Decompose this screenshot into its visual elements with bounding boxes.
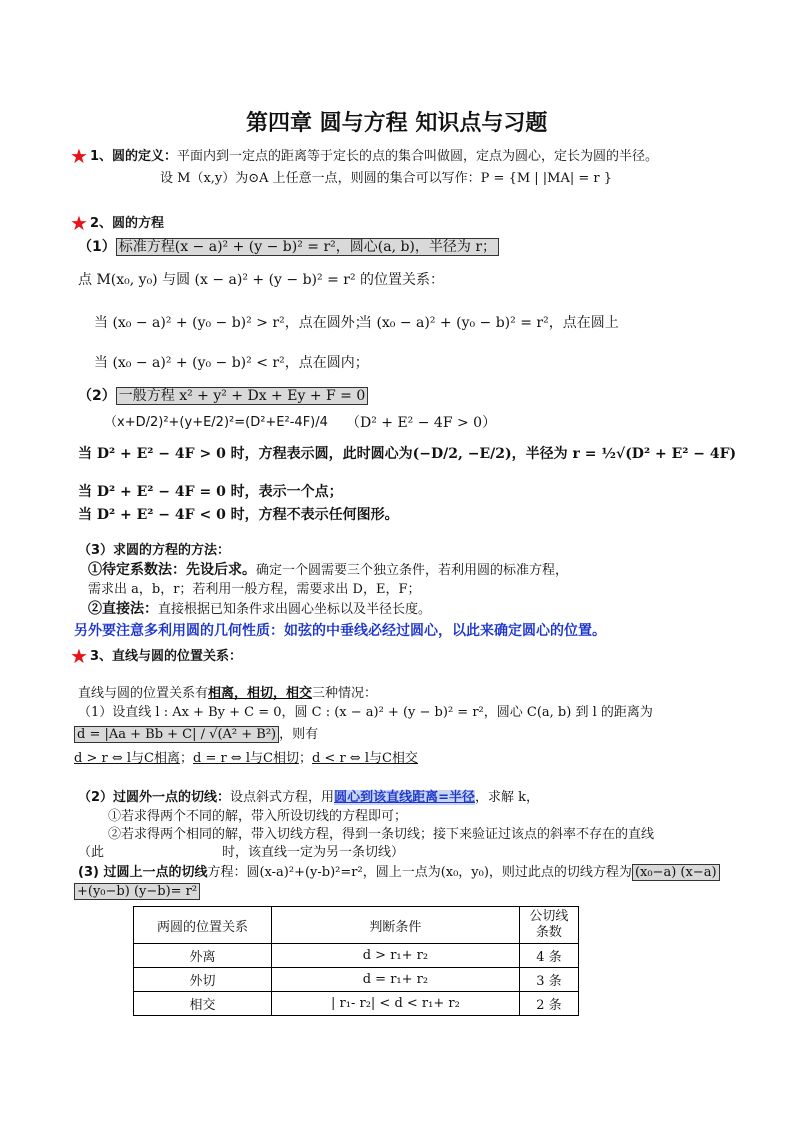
table-cell: 外切 [134, 968, 272, 992]
table-header-row [134, 907, 579, 944]
method-2 [88, 600, 431, 619]
point-on: 当 (x₀ − a)² + (y₀ − b)² = r²，点在圆上 [358, 315, 619, 331]
point-position-intro: 点 M(x₀, y₀) 与圆 (x − a)² + (y − b)² = r² 的位置关系： [78, 272, 445, 288]
method-heading: （3）求圆的方程的方法： [78, 543, 231, 558]
line-circle-intro [78, 685, 377, 703]
intro-text-end: 三种情况： [312, 686, 378, 701]
intro-text: 直线与圆的位置关系有 [78, 686, 209, 701]
section-1 [90, 148, 658, 166]
standard-equation-box: 标准方程(x − a)² + (y − b)² = r²，圆心(a, b)，半径为 r； [116, 238, 499, 256]
method-1-text: 确定一个圆需要三个独立条件，若利用圆的标准方程， [256, 563, 569, 578]
condition-point: 当 D² + E² − 4F = 0 时，表示一个点； [78, 484, 343, 500]
table-cell: 相交 [134, 992, 272, 1016]
relation-tangent: d = r ⇔ l与C相切 [192, 751, 299, 766]
part-label: （2） [78, 388, 116, 404]
standard-equation-row [78, 237, 499, 257]
general-equation-row [78, 386, 368, 406]
relation-intersect: d < r ⇔ l与C相交 [311, 751, 418, 766]
line-circle-setup: （1）设直线 l : Ax + By + C = 0，圆 C : (x − a)² + (y − b)² = r²，圆心 C(a, b) 到 l 的距离为 [78, 705, 653, 720]
tangent-equation-line2 [74, 883, 200, 901]
section-3-heading: 3、直线与圆的位置关系： [90, 649, 243, 664]
tangent-equation-box-2: +(y₀−b) (y−b)= r² [74, 883, 200, 900]
table-row [134, 968, 579, 992]
method-1-line2: 需求出 a，b，r；若利用一般方程，需要求出 D，E，F； [88, 582, 421, 597]
distance-equals-radius-link[interactable]: 圆心到该直线距离=半径 [334, 790, 475, 805]
section-1-heading: 1、圆的定义： [90, 149, 178, 164]
table-header: 两圆的位置关系 [134, 907, 272, 944]
table-cell: | r₁- r₂| < d < r₁+ r₂ [271, 992, 519, 1016]
two-circles-table [133, 906, 579, 1016]
then-text: ，则有 [279, 727, 319, 742]
table-cell: 外离 [134, 944, 272, 968]
point-on-circle-tangent [78, 864, 720, 882]
table-row [134, 944, 579, 968]
star-icon: ★ [70, 644, 88, 668]
external-tangent-case-3a: （此 [78, 845, 105, 860]
point-inside: 当 (x₀ − a)² + (y₀ − b)² < r²，点在圆内； [94, 355, 369, 371]
geometry-note: 另外要注意多利用圆的几何性质：如弦的中垂线必经过圆心，以此来确定圆心的位置。 [74, 623, 606, 639]
method-2-text: 直接根据已知条件求出圆心坐标以及半径长度。 [158, 602, 432, 617]
table-cell: 2 条 [519, 992, 578, 1016]
external-tangent [78, 789, 539, 807]
table-header: 公切线条数 [519, 907, 578, 944]
general-equation-transform: （x+D/2)²+(y+E/2)²=(D²+E²-4F)/4 [104, 415, 328, 430]
part-label: （1） [78, 239, 116, 255]
section-1-line2: 设 M（x,y）为⊙A 上任意一点，则圆的集合可以写作：P = {M | |MA| = r } [160, 171, 613, 186]
section-1-text: 平面内到一定点的距离等于定长的点的集合叫做圆，定点为圆心，定长为圆的半径。 [177, 149, 659, 164]
general-equation-box: 一般方程 x² + y² + Dx + Ey + F = 0 [116, 387, 369, 405]
table-cell: 4 条 [519, 944, 578, 968]
star-icon: ★ [70, 211, 88, 235]
page-title: 第四章 圆与方程 知识点与习题 [246, 111, 548, 136]
external-tangent-case-2: ②若求得两个相同的解，带入切线方程，得到一条切线；接下来验证过该点的斜率不存在的直线 [108, 827, 655, 842]
external-tangent-head: （2）过圆外一点的切线： [78, 790, 231, 805]
external-tangent-text-end: ，求解 k， [474, 790, 539, 805]
point-outside: 当 (x₀ − a)² + (y₀ − b)² > r²，点在圆外； [94, 315, 369, 331]
method-1-head: ①待定系数法：先设后求。 [88, 562, 256, 578]
distance-formula-box: d = |Aa + Bb + C| / √(A² + B²) [74, 726, 279, 743]
section-2-heading: 2、圆的方程 [90, 216, 165, 231]
star-icon: ★ [70, 144, 88, 168]
external-tangent-case-1: ①若求得两个不同的解，带入所设切线的方程即可； [108, 809, 408, 824]
point-on-circle-text: 方程：圆(x-a)²+(y-b)²=r²，圆上一点为(x₀，y₀)，则过此点的切线方程为 [207, 865, 632, 880]
table-cell: d > r₁+ r₂ [271, 944, 519, 968]
table-cell: d = r₁+ r₂ [271, 968, 519, 992]
general-equation-condition: （D² + E² − 4F > 0） [346, 415, 497, 431]
intro-emphasis: 相离，相切，相交 [208, 686, 313, 701]
method-1 [88, 561, 568, 580]
relation-separate: d > r ⇔ l与C相离 [74, 751, 180, 766]
external-tangent-text: 设点斜式方程，用 [230, 790, 335, 805]
table-row [134, 992, 579, 1016]
condition-none: 当 D² + E² − 4F < 0 时，方程不表示任何图形。 [78, 507, 399, 523]
relations-row: d > r ⇔ l与C相离；d = r ⇔ l与C相切；d < r ⇔ l与C相交 [74, 751, 418, 766]
condition-circle: 当 D² + E² − 4F > 0 时，方程表示圆，此时圆心为(−D/2, −E/2)，半径为 r = ½√(D² + E² − 4F) [78, 446, 737, 462]
external-tangent-case-3b: 时，该直线一定为另一条切线） [222, 845, 405, 860]
table-cell: 3 条 [519, 968, 578, 992]
method-2-head: ②直接法： [88, 601, 158, 617]
distance-row [74, 726, 318, 744]
tangent-equation-box-1: (x₀−a) (x−a) [632, 864, 720, 881]
point-on-circle-head: (3) 过圆上一点的切线 [78, 865, 208, 880]
table-header: 判断条件 [271, 907, 519, 944]
